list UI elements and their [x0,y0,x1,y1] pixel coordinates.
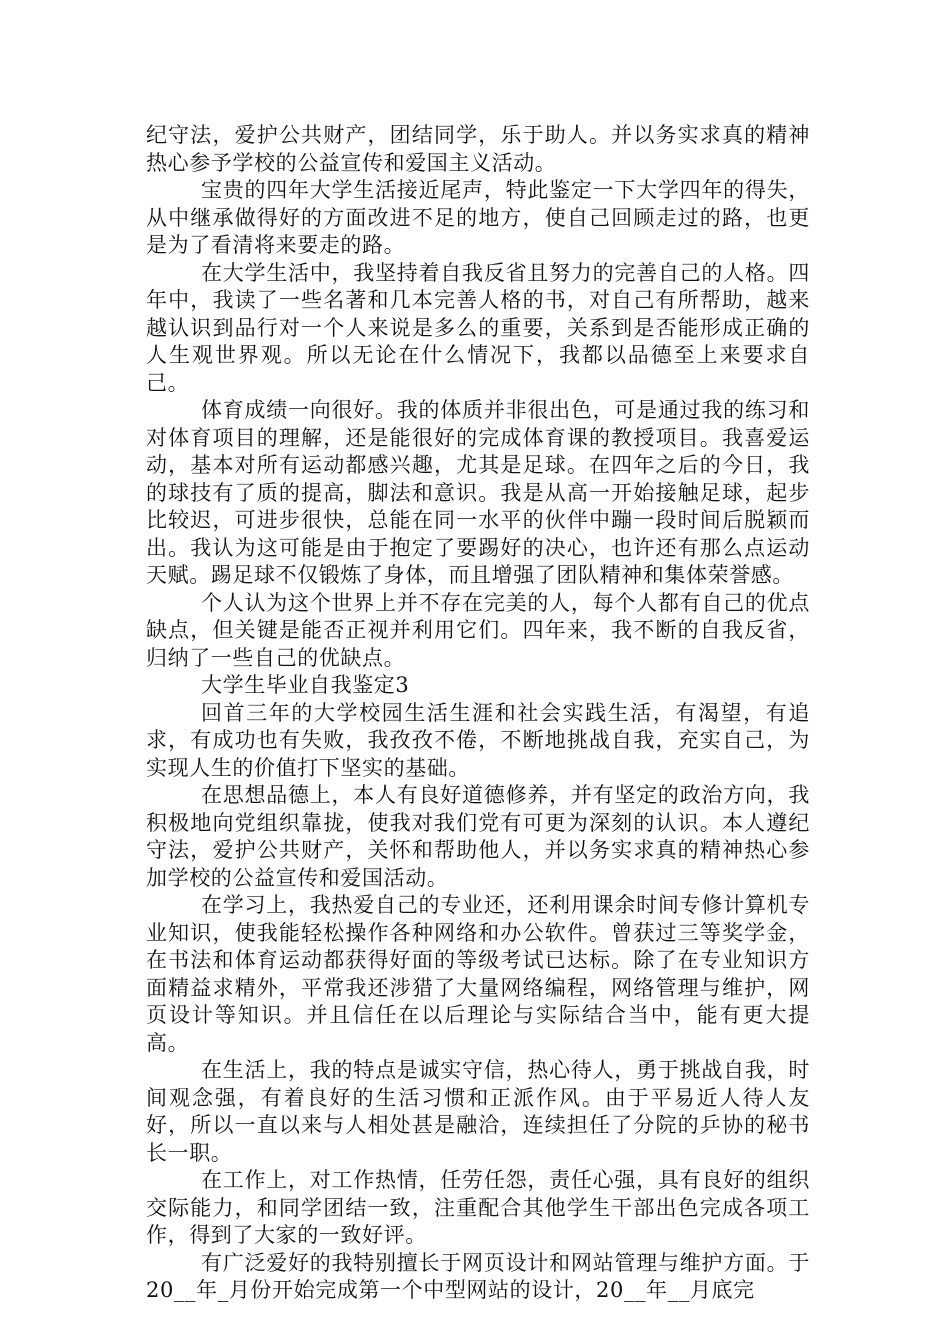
section-heading: 大学生毕业自我鉴定3 [201,673,410,697]
paragraph-8: 在思想品德上，本人有良好道德修养，并有坚定的政治方向，我积极地向党组织靠拢，使我对我们党有可更为深刻的认识。本人遵纪守法，爱护公共财产，关怀和帮助他人，并以务实求真的精神热心参加学校的公益宣传和爱国活动。 [146,783,810,890]
document-body [146,122,810,1305]
paragraph-2: 宝贵的四年大学生活接近尾声，特此鉴定一下大学四年的得失，从中继承做得好的方面改进不足的地方，使自己回顾走过的路，也更是为了看清将来要走的路。 [146,178,810,257]
paragraph-4: 体育成绩一向很好。我的体质并非很出色，可是通过我的练习和对体育项目的理解，还是能很好的完成体育课的教授项目。我喜爱运动，基本对所有运动都感兴趣，尤其是足球。在四年之后的今日，我的球技有了质的提高，脚法和意识。我是从高一开始接触足球，起步比较迟，可进步很快，总能在同一水平的伙伴中蹦一段时间后脱颖而出。我认为这可能是由于抱定了要踢好的决心，也许还有那么点运动天赋。踢足球不仅锻炼了身体，而且增强了团队精神和集体荣誉感。 [146,398,810,587]
paragraph-1: 纪守法，爱护公共财产，团结同学，乐于助人。并以务实求真的精神热心参予学校的公益宣传和爱国主义活动。 [146,123,810,175]
paragraph-3: 在大学生活中，我坚持着自我反省且努力的完善自己的人格。四年中，我读了一些名著和几本完善人格的书，对自己有所帮助，越来越认识到品行对一个人来说是多么的重要，关系到是否能形成正确的人生观世界观。所以无论在什么情况下，我都以品德至上来要求自己。 [146,260,810,395]
paragraph-11: 在工作上，对工作热情，任劳任怨，责任心强，具有良好的组织交际能力，和同学团结一致，注重配合其他学生干部出色完成各项工作，得到了大家的一致好评。 [146,1168,810,1247]
paragraph-5: 个人认为这个世界上并不存在完美的人，每个人都有自己的优点缺点，但关键是能否正视并利用它们。四年来，我不断的自我反省，归纳了一些自己的优缺点。 [146,590,810,670]
paragraph-12: 有广泛爱好的我特别擅长于网页设计和网站管理与维护方面。于20__年_月份开始完成第一个中型网站的设计，20__年__月底完 [146,1250,810,1302]
paragraph-10: 在生活上，我的特点是诚实守信，热心待人，勇于挑战自我，时间观念强，有着良好的生活习惯和正派作风。由于平易近人待人友好，所以一直以来与人相处甚是融洽，连续担任了分院的乒协的秘书长一职。 [146,1058,810,1165]
paragraph-9: 在学习上，我热爱自己的专业还，还利用课余时间专修计算机专业知识，使我能轻松操作各种网络和办公软件。曾获过三等奖学金，在书法和体育运动都获得好面的等级考试已达标。除了在专业知识方面精益求精外，平常我还涉猎了大量网络编程，网络管理与维护，网页设计等知识。并且信任在以后理论与实际结合当中，能有更大提高。 [146,893,810,1055]
paragraph-7: 回首三年的大学校园生活生涯和社会实践生活，有渴望，有追求，有成功也有失败，我孜孜不倦，不断地挑战自我，充实自己，为实现人生的价值打下坚实的基础。 [146,700,810,780]
